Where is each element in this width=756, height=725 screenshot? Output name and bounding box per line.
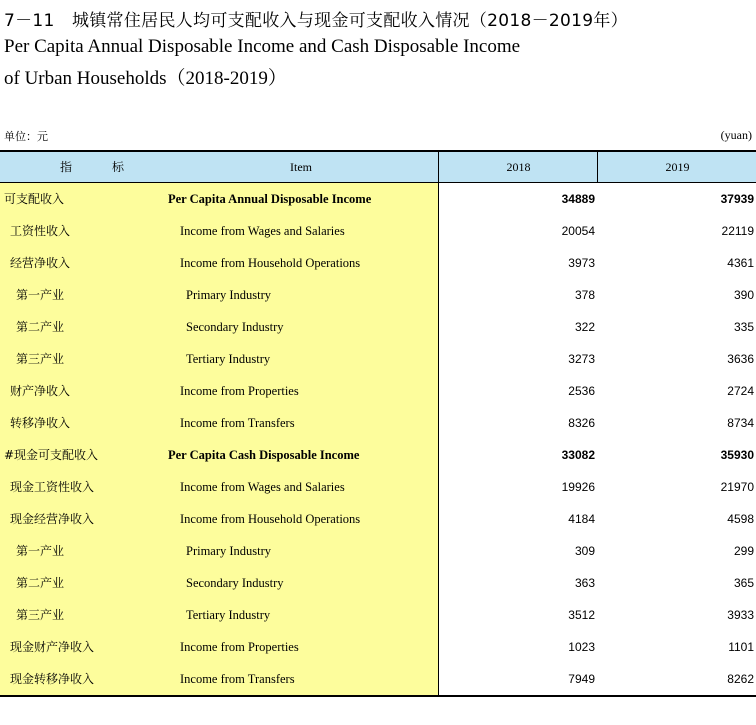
row-label-english: Income from Transfers (180, 672, 295, 686)
row-label-english: Per Capita Cash Disposable Income (168, 448, 360, 462)
unit-label-english: (yuan) (720, 128, 752, 142)
row-label-english: Income from Transfers (180, 416, 295, 430)
table-title-english-line2: of Urban Households（2018-2019） (4, 68, 287, 89)
table-row (0, 535, 756, 567)
row-label-english: Income from Wages and Salaries (180, 224, 345, 238)
value-2018: 3512 (568, 608, 595, 622)
value-2018: 363 (574, 576, 595, 590)
row-label-chinese: 第一产业 (16, 544, 65, 558)
value-2019: 37939 (720, 192, 754, 206)
row-label-english: Tertiary Industry (186, 352, 271, 366)
table-row (0, 599, 756, 631)
row-label-english: Income from Household Operations (180, 512, 361, 526)
row-label-chinese: 第一产业 (16, 288, 65, 302)
table-row (0, 279, 756, 311)
table-row (0, 631, 756, 663)
row-label-english: Per Capita Annual Disposable Income (168, 192, 372, 206)
row-label-chinese: 可支配收入 (4, 192, 65, 206)
value-2018: 322 (574, 320, 595, 334)
header-indicator: 指 标 (60, 160, 139, 174)
income-table (0, 150, 756, 697)
row-label-english: Tertiary Industry (186, 608, 271, 622)
table-row (0, 471, 756, 503)
value-2018: 3973 (568, 256, 595, 270)
value-2019: 22119 (721, 224, 754, 238)
value-2018: 1023 (568, 640, 595, 654)
value-2019: 21970 (720, 480, 754, 494)
value-2019: 3933 (727, 608, 754, 622)
row-label-chinese: 经营净收入 (10, 256, 71, 270)
value-2019: 4361 (727, 256, 754, 270)
table-title-chinese: 7－11 城镇常住居民人均可支配收入与现金可支配收入情况（2018－2019年） (4, 11, 628, 31)
row-label-chinese: 现金转移净收入 (10, 672, 95, 686)
header-item: Item (290, 160, 312, 174)
table-row (0, 567, 756, 599)
value-2019: 299 (733, 544, 754, 558)
table-row (0, 439, 756, 471)
row-label-chinese: 财产净收入 (10, 384, 71, 398)
value-2019: 390 (733, 288, 754, 302)
value-2018: 2536 (568, 384, 595, 398)
table-title-english-line1: Per Capita Annual Disposable Income and Cash Disposable Income (4, 36, 521, 57)
value-2019: 2724 (727, 384, 754, 398)
value-2018: 34889 (561, 192, 595, 206)
row-label-english: Secondary Industry (186, 576, 284, 590)
value-2018: 7949 (568, 672, 595, 686)
unit-label-chinese: 单位：元 (4, 130, 48, 143)
value-2019: 4598 (727, 512, 754, 526)
row-label-chinese: 转移净收入 (10, 416, 71, 430)
row-label-chinese: 现金财产净收入 (10, 640, 95, 654)
row-label-english: Income from Properties (180, 384, 299, 398)
row-label-english: Primary Industry (186, 544, 272, 558)
row-label-english: Income from Properties (180, 640, 299, 654)
row-label-english: Income from Household Operations (180, 256, 361, 270)
value-2019: 8262 (727, 672, 754, 686)
value-2018: 19926 (561, 480, 595, 494)
row-label-english: Primary Industry (186, 288, 272, 302)
value-2019: 365 (733, 576, 754, 590)
row-label-chinese: 工资性收入 (10, 224, 71, 238)
row-label-english: Income from Wages and Salaries (180, 480, 345, 494)
table-row (0, 247, 756, 279)
value-2018: 309 (574, 544, 595, 558)
header-year-2019: 2019 (597, 152, 756, 182)
row-label-chinese: #现金可支配收入 (4, 448, 99, 462)
value-2019: 8734 (727, 416, 754, 430)
table-row (0, 343, 756, 375)
row-label-chinese: 现金工资性收入 (10, 480, 95, 494)
row-label-chinese: 现金经营净收入 (10, 512, 95, 526)
table-row (0, 375, 756, 407)
row-label-chinese: 第二产业 (16, 320, 65, 334)
value-2019: 335 (733, 320, 754, 334)
table-row (0, 183, 756, 215)
value-2018: 8326 (568, 416, 595, 430)
table-row (0, 407, 756, 439)
value-2018: 378 (574, 288, 595, 302)
table-row (0, 311, 756, 343)
table-row (0, 663, 756, 695)
value-2018: 20054 (561, 224, 595, 238)
table-bottom-rule (0, 695, 756, 697)
row-label-chinese: 第三产业 (16, 352, 65, 366)
table-body (0, 183, 756, 695)
value-2019: 1101 (728, 640, 754, 654)
row-label-chinese: 第二产业 (16, 576, 65, 590)
value-2019: 35930 (720, 448, 754, 462)
value-2018: 3273 (568, 352, 595, 366)
value-2018: 33082 (561, 448, 595, 462)
header-year-2018: 2018 (438, 152, 598, 182)
row-label-chinese: 第三产业 (16, 608, 65, 622)
value-2019: 3636 (727, 352, 754, 366)
row-label-english: Secondary Industry (186, 320, 284, 334)
table-row (0, 503, 756, 535)
table-row (0, 215, 756, 247)
table-header-row (0, 152, 756, 183)
value-2018: 4184 (568, 512, 595, 526)
